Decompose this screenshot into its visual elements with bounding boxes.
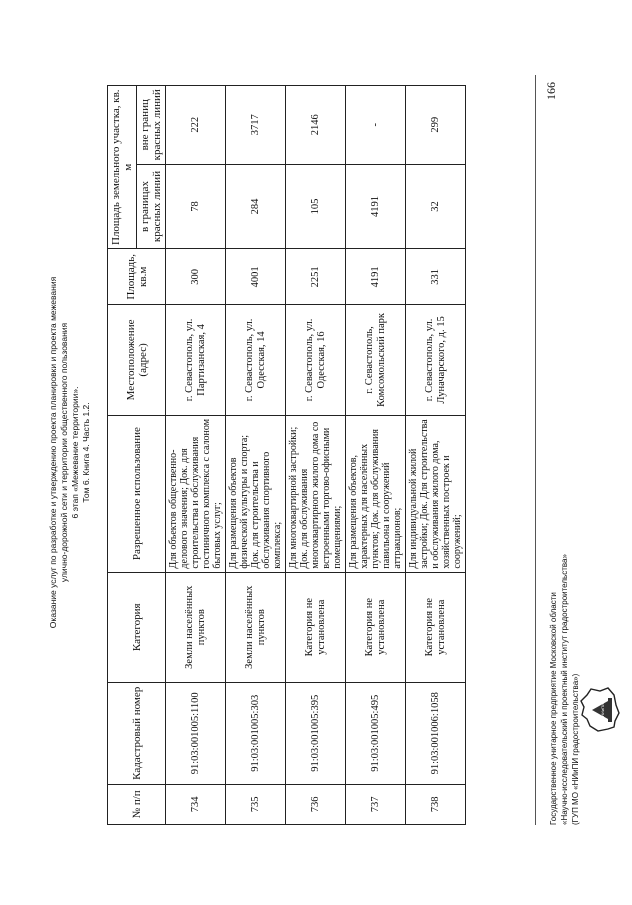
header-line-1: Оказание услуг по разработке и утверждению проекта планировки и проекта межевания <box>48 276 58 629</box>
page-number: 166 <box>544 82 558 100</box>
column-header-area: Площадь, кв.м <box>108 249 166 305</box>
cell-use: Для размещения объектов, характерных для населённых пунктов; Док. для обслуживания павильона и сооружений аттракционов; <box>346 415 406 572</box>
table-row <box>406 86 466 825</box>
table-row <box>346 86 406 825</box>
footer-line-2: «Научно-исследовательский и проектный институт градостроительства» <box>560 554 569 825</box>
cell-use: Для многоквартирной застройки; Док. для обслуживания многоквартирного жилого дома со встроенными торгово-офисными помещениями; <box>286 415 346 572</box>
cell-within: 105 <box>286 164 346 249</box>
cell-num: 735 <box>226 784 286 824</box>
cell-cadastral: 91:03:001005:303 <box>226 682 286 784</box>
column-header-num: № п/п <box>108 784 166 824</box>
footer-line-1: Государственное унитарное предприятие Московской области <box>549 592 558 825</box>
column-header-outside: вне границ красных линий <box>137 86 166 165</box>
cell-outside: - <box>346 86 406 165</box>
cell-location: г. Севастополь, ул. Одесская, 16 <box>286 305 346 415</box>
cell-area: 2251 <box>286 249 346 305</box>
header-line-4: Том 6. Книга 4. Часть 1.2. <box>81 402 91 503</box>
cell-category: Категория не установлена <box>286 572 346 682</box>
table-row <box>226 86 286 825</box>
cell-num: 737 <box>346 784 406 824</box>
cell-category: Земли населённых пунктов <box>166 572 226 682</box>
cell-location: г. Севастополь, ул. Луначарского, д. 15 <box>406 305 466 415</box>
document-header <box>48 0 92 905</box>
cell-area: 4001 <box>226 249 286 305</box>
cell-within: 284 <box>226 164 286 249</box>
cell-outside: 222 <box>166 86 226 165</box>
cell-location: г. Севастополь, Комсомольский парк <box>346 305 406 415</box>
table-row <box>166 86 226 825</box>
cell-area: 331 <box>406 249 466 305</box>
column-header-cadastral: Кадастровый номер <box>108 682 166 784</box>
column-header-use: Разрешенное использование <box>108 415 166 572</box>
cell-location: г. Севастополь, ул. Партизанская, 4 <box>166 305 226 415</box>
cell-cadastral: 91:03:001006:1058 <box>406 682 466 784</box>
svg-text:НИиПИ: НИиПИ <box>600 703 605 717</box>
table-header-row <box>108 86 137 825</box>
institute-logo-icon <box>578 685 622 735</box>
cell-outside: 299 <box>406 86 466 165</box>
header-line-2: улично-дорожной сети и территории общественного пользования <box>59 322 69 583</box>
cell-area: 4191 <box>346 249 406 305</box>
land-parcel-table <box>107 85 466 825</box>
column-header-category: Категория <box>108 572 166 682</box>
cell-cadastral: 91:03:001005:495 <box>346 682 406 784</box>
cell-within: 4191 <box>346 164 406 249</box>
column-header-land-area-group: Площадь земельного участка, кв. м <box>108 86 137 249</box>
cell-area: 300 <box>166 249 226 305</box>
cell-cadastral: 91:03:001005:395 <box>286 682 346 784</box>
cell-num: 736 <box>286 784 346 824</box>
footer-line-3: (ГУП МО «НИиПИ градостроительства») <box>571 673 580 825</box>
cell-within: 32 <box>406 164 466 249</box>
cell-cadastral: 91:03:001005:1100 <box>166 682 226 784</box>
cell-outside: 2146 <box>286 86 346 165</box>
cell-outside: 3717 <box>226 86 286 165</box>
cell-category: Категория не установлена <box>346 572 406 682</box>
table-row <box>286 86 346 825</box>
header-line-3: 6 этап «Межевание территории». <box>70 386 80 519</box>
cell-category: Земли населённых пунктов <box>226 572 286 682</box>
cell-use: Для объектов общественно-делового значения; Док. для строительства и обслуживания гостиничного комплекса с салоном бытовых услуг; <box>166 415 226 572</box>
document-footer <box>548 395 581 825</box>
cell-num: 738 <box>406 784 466 824</box>
cell-location: г. Севастополь, ул. Одесская, 14 <box>226 305 286 415</box>
cell-num: 734 <box>166 784 226 824</box>
column-header-location: Местоположение (адрес) <box>108 305 166 415</box>
cell-category: Категория не установлена <box>406 572 466 682</box>
column-header-within: в границах красных линий <box>137 164 166 249</box>
cell-use: Для размещения объектов физической культуры и спорта; Док. для строительства и обслуживания спортивного комплекса; <box>226 415 286 572</box>
footer-divider <box>535 75 536 825</box>
cell-use: Для индивидуальной жилой застройки; Док. Для строительства и обслуживания жилого дома, хозяйственных построек и сооружений; <box>406 415 466 572</box>
cell-within: 78 <box>166 164 226 249</box>
